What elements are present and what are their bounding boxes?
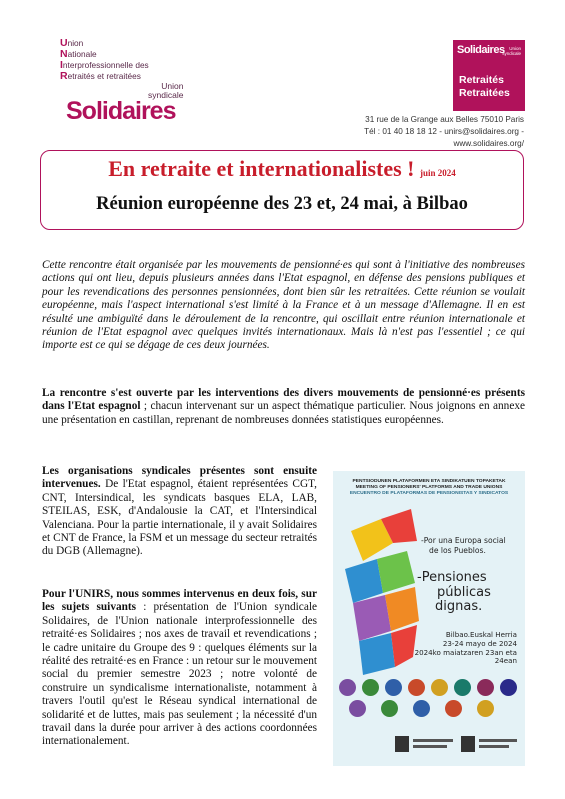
logo-line-interprofessionnelle: Interprofessionnelle des (60, 59, 149, 71)
shape-blue (345, 559, 383, 603)
address-text: 31 rue de la Grange aux Belles 75010 Paris (365, 115, 524, 124)
poster-logo-row (339, 679, 519, 719)
university-logos (395, 733, 520, 755)
org-logo-icon (381, 700, 398, 717)
poster-slogan-pensiones: -Pensiones públicas dignas. (417, 570, 491, 614)
org-logo-icon (477, 700, 494, 717)
logo-line-retraites: Retraités et retraitées (60, 70, 141, 82)
university-emblem-icon (395, 736, 409, 752)
org-logo-icon (362, 679, 379, 696)
org-logo-icon (408, 679, 425, 696)
org-logo-icon (454, 679, 471, 696)
paragraph-unions: Les organisations syndicales présentes sont ensuite intervenues. De l'Etat espagnol, étaient représentées CGT, CNT, Intersindical, les syndicats basques ELA, LAB, STEILAS, ESK, d'Andalousie la CAT, et l'Intersindical Valenciana. Pour la partie internationale, il y avait Solidaires et CNT de France, la FSM et un message du secteur retraités du DGB (Allemagne). (42, 465, 317, 558)
org-logo-icon (339, 679, 356, 696)
page-title: En retraite et internationalistes ! juin 2024 (108, 156, 456, 181)
event-poster (333, 471, 525, 766)
poster-place-date: Bilbao.Euskal Herria 23-24 mayo de 2024 2024ko maiatzaren 23an eta 24ean (414, 630, 517, 666)
retraites-badge: Solidaires Union syndicale Retraités Retraitées (453, 40, 525, 111)
shape-orange (385, 587, 419, 631)
org-logo-icon (349, 700, 366, 717)
org-logo-icon (500, 679, 517, 696)
logo-line-nationale: Nationale (60, 48, 97, 60)
org-logo-icon (477, 679, 494, 696)
paragraph-unirs: Pour l'UNIRS, nous sommes intervenus en deux fois, sur les sujets suivants : présentation de l'Union syndicale Solidaires, de l'Union nationale interprofessionnelle des retraité·es Solidaires ; nos axes de travail et revendications ; le cadre unitaire du Groupe des 9 : quelques éléments sur la réalité des retraité·es en France : un retour sur le mouvement social du premier semestre 2023 ; notre volonté de construire un syndicalisme internationaliste, notamment à travers l'outil qu'est le Réseau syndical international de solidarité et de luttes, mais pas seulement ; la nécessité d'un travail dans la durée pour arriver à des actions coordonnées internationalement. (42, 588, 317, 748)
title-date: juin 2024 (420, 168, 456, 178)
shape-green (377, 551, 415, 593)
intro-paragraph: Cette rencontre était organisée par les mouvements de pensionné·es qui sont à l'initiative des nombreuses actions qui ont lieu, depuis plusieurs années dans l'Etat espagnol, en défense des pensions publiques et pour les revendications des personnes pensionnées, dont bien sûr les retraitées. Cette réunion se voulait européenne, mais l'aspect international s'est limité à la France et à un message d'Allemagne. Il en est résulté une ambiguïté dans le déroulement de la rencontre, qui oscillait entre réunion internationale et réunion de l'Etat espagnol avec quelques invités internationaux. Mais là n'est pas l'essentiel ; ce qui importe est ce qui se dégage de ces deux journées. (42, 259, 525, 352)
poster-slogan-europa: -Por una Europa social de los Pueblos. (421, 536, 506, 555)
org-logo-icon (445, 700, 462, 717)
paragraph-opening: La rencontre s'est ouverte par les interventions des divers mouvements de pensionné·es présents dans l'Etat espagnol ; chacun intervenant sur un aspect thématique particulier. Nous joignons en annexe une présentation en castillan, reprenant de nombreuses données statistiques européennes. (42, 387, 525, 426)
poster-header: PENTSIODUNEN PLATAFORMEN ETA SINDIKATUEN TOPAKETAK MEETING OF PENSIONERS' PLATFORMS AND TRADE UNIONS ENCUENTRO DE PLATAFORMAS DE PENSIONISTAS Y SINDICATOS (349, 479, 509, 496)
university-emblem-icon (461, 736, 475, 752)
shape-purple (353, 595, 391, 641)
logo-union-syndicale: Union syndicale (148, 81, 184, 100)
org-logo-icon (431, 679, 448, 696)
contact-block (318, 114, 524, 150)
org-logo-icon (413, 700, 430, 717)
logo-line-union: Union (60, 37, 84, 49)
contact-text: Tél : 01 40 18 18 12 - unirs@solidaires.org - www.solidaires.org/ (364, 127, 524, 148)
page-subtitle: Réunion européenne des 23 et, 24 mai, à Bilbao (96, 194, 468, 214)
unirs-logo (60, 38, 180, 82)
org-logo-icon (385, 679, 402, 696)
logo-wordmark: Solidaires (66, 97, 176, 125)
poster-figures (333, 471, 525, 766)
